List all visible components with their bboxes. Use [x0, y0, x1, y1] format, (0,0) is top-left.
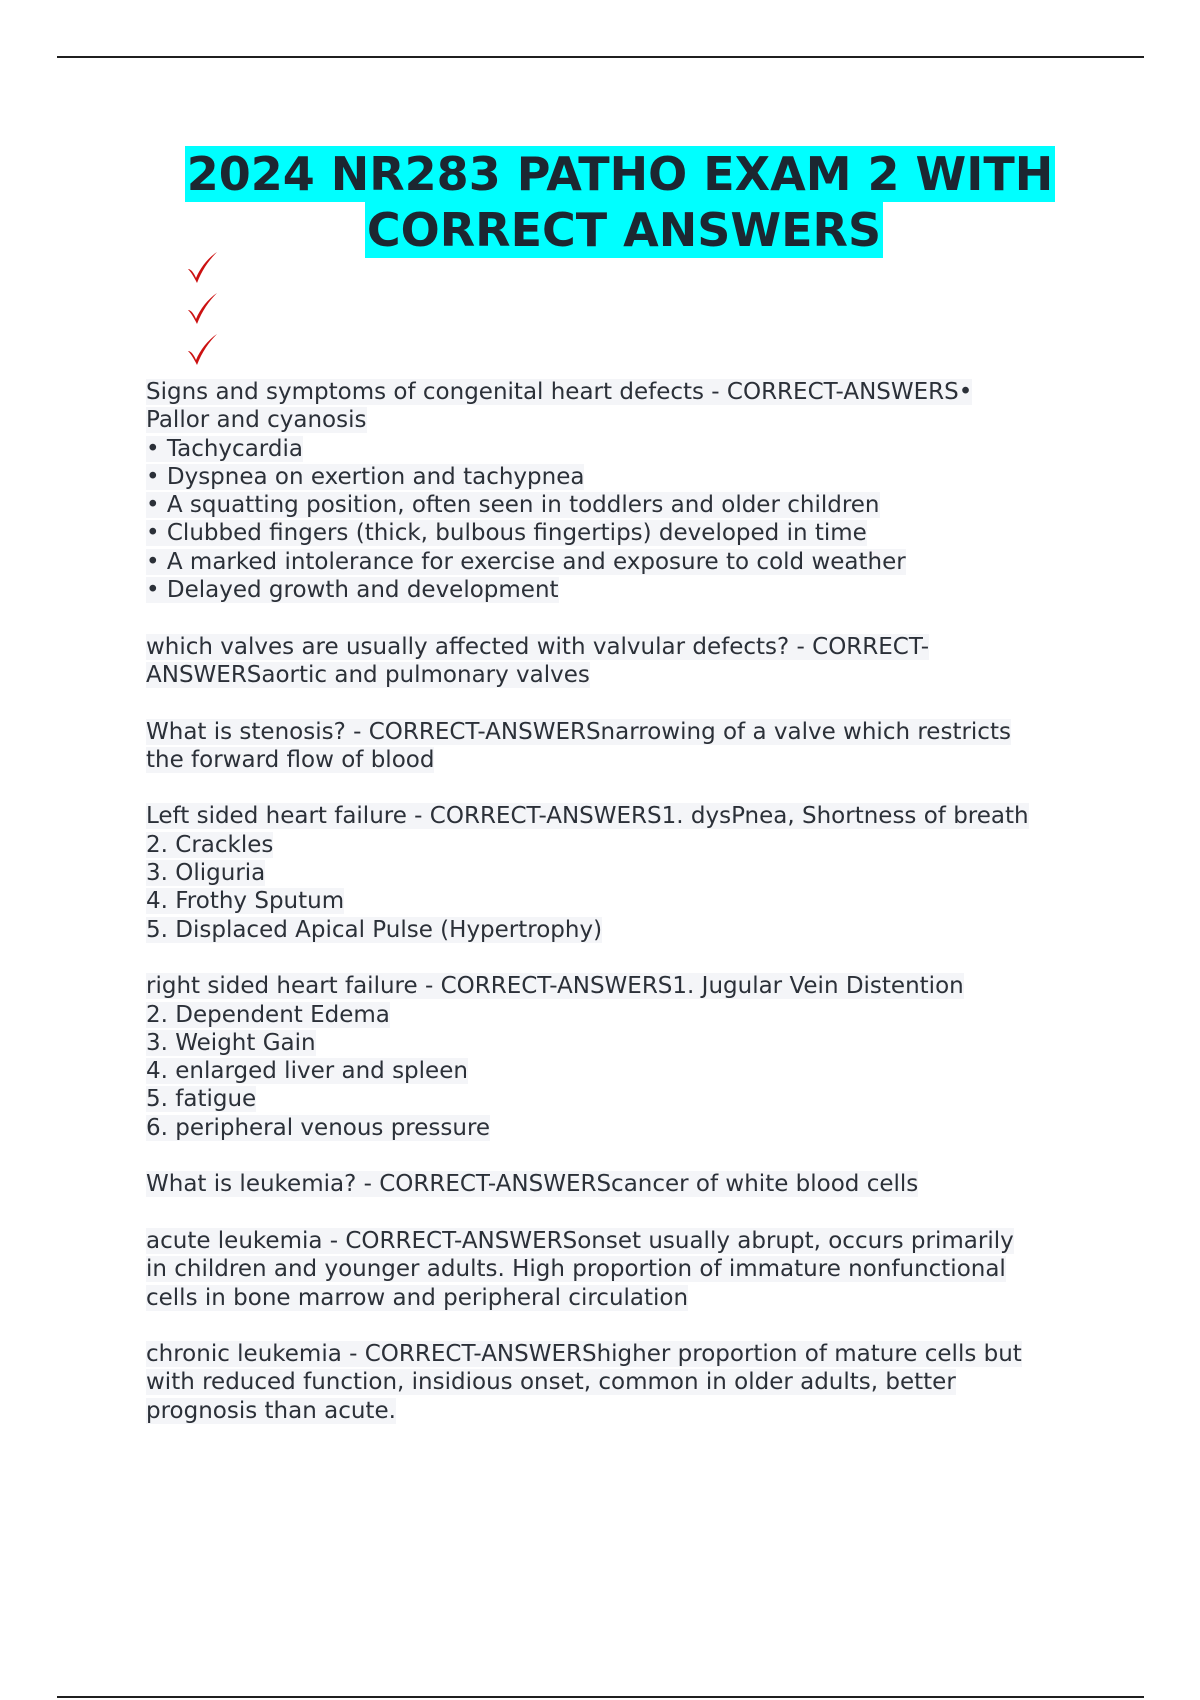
checkmark-group — [184, 250, 224, 373]
text-line: right sided heart failure - CORRECT-ANSWERS1. Jugular Vein Distention — [146, 973, 964, 1000]
title-line-2: CORRECT ANSWERS — [366, 203, 882, 257]
text-line: 2. Dependent Edema — [146, 1001, 390, 1028]
text-line: the forward flow of blood — [146, 746, 435, 773]
qa-block — [146, 802, 1096, 943]
text-line: 6. peripheral venous pressure — [146, 1114, 491, 1141]
qa-block — [146, 378, 1096, 604]
text-line: • Tachycardia — [146, 435, 303, 462]
text-line: 5. Displaced Apical Pulse (Hypertrophy) — [146, 916, 603, 943]
text-line: Left sided heart failure - CORRECT-ANSWERS1. dysPnea, Shortness of breath — [146, 803, 1029, 830]
text-line: acute leukemia - CORRECT-ANSWERSonset usually abrupt, occurs primarily — [146, 1227, 1014, 1254]
bottom-rule — [57, 1696, 1144, 1698]
text-line: 5. fatigue — [146, 1086, 257, 1113]
text-line: 2. Crackles — [146, 831, 274, 858]
qa-block — [146, 1227, 1096, 1312]
checkmark-icon — [184, 250, 220, 286]
text-line: which valves are usually affected with valvular defects? - CORRECT- — [146, 633, 930, 660]
checkmark-icon — [184, 332, 220, 368]
text-line: 4. Frothy Sputum — [146, 888, 345, 915]
text-line: Signs and symptoms of congenital heart defects - CORRECT-ANSWERS• — [146, 379, 973, 405]
text-line: What is stenosis? - CORRECT-ANSWERSnarrowing of a valve which restricts — [146, 718, 1011, 745]
text-line: with reduced function, insidious onset, common in older adults, better — [146, 1369, 956, 1396]
text-line: Pallor and cyanosis — [146, 407, 367, 434]
qa-block — [146, 1340, 1096, 1425]
text-line: • A marked intolerance for exercise and exposure to cold weather — [146, 548, 906, 575]
qa-block — [146, 633, 1096, 690]
text-line: chronic leukemia - CORRECT-ANSWERShigher proportion of mature cells but — [146, 1341, 1022, 1368]
top-rule — [57, 56, 1144, 58]
qa-content — [146, 378, 1096, 1425]
document-title — [0, 146, 1200, 258]
text-line: • Delayed growth and development — [146, 577, 559, 604]
qa-block — [146, 718, 1096, 775]
title-line-1: 2024 NR283 PATHO EXAM 2 WITH — [186, 147, 1054, 201]
text-line: • Clubbed fingers (thick, bulbous fingertips) developed in time — [146, 520, 867, 547]
text-line: 3. Weight Gain — [146, 1029, 316, 1056]
text-line: • Dyspnea on exertion and tachypnea — [146, 463, 585, 490]
text-line: in children and younger adults. High proportion of immature nonfunctional — [146, 1256, 1006, 1283]
text-line: 4. enlarged liver and spleen — [146, 1058, 468, 1085]
text-line: 3. Oliguria — [146, 860, 266, 887]
text-line: prognosis than acute. — [146, 1397, 396, 1424]
text-line: ANSWERSaortic and pulmonary valves — [146, 661, 590, 688]
checkmark-icon — [184, 291, 220, 327]
text-line: • A squatting position, often seen in toddlers and older children — [146, 492, 880, 519]
text-line: What is leukemia? - CORRECT-ANSWERScancer of white blood cells — [146, 1171, 919, 1198]
qa-block — [146, 972, 1096, 1142]
text-line: cells in bone marrow and peripheral circulation — [146, 1284, 689, 1311]
qa-block — [146, 1170, 1096, 1198]
